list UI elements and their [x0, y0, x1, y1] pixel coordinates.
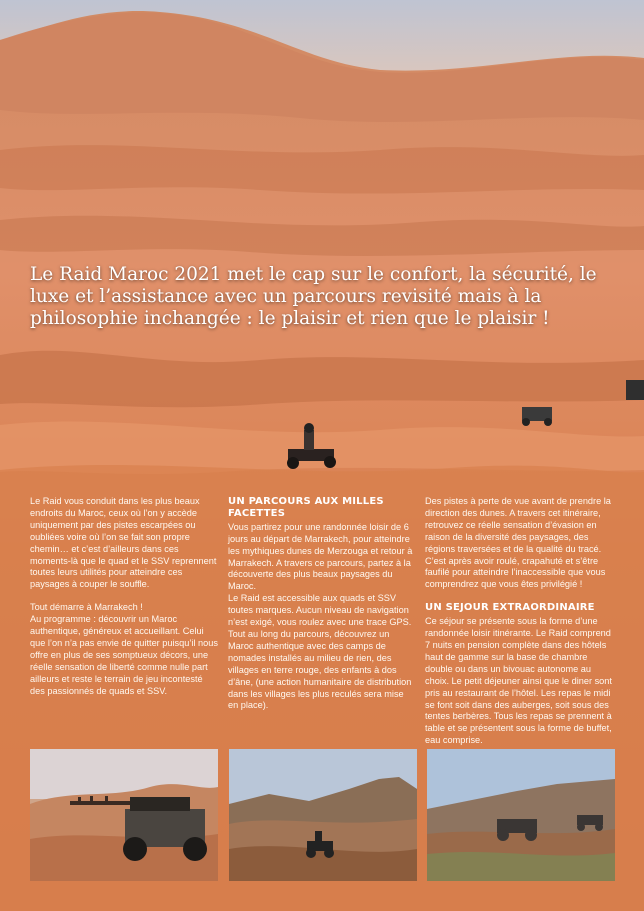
- col2-paragraph-2: Le Raid est accessible aux quads et SSV toutes marques. Aucun niveau de navigation n’est exigé, vous roulez avec une trace GPS.: [228, 593, 412, 628]
- col2-paragraph-1: Vous partirez pour une randonnée loisir de 6 jours au départ de Marrakech, pour atteindre les mythiques dunes de Merzouga et retour à Marrakech. A travers ce parcours, partez à la découverte des plus beaux paysages du Maroc.: [228, 521, 413, 592]
- col1-paragraph-2: Tout démarre à Marrakech !: [30, 602, 143, 613]
- ssv-dunes-caravan-photo: [30, 749, 218, 881]
- text-column-1: [30, 496, 218, 709]
- col3-paragraph-1: Des pistes à perte de vue avant de prendre la direction des dunes. A travers cet itinéraire, retrouvez ce réelle sensation d’évasion en raison de la diversité des paysages, des régions traversées et de la qualité du tracé. C’est après avoir roulé, crapahuté et s’être faufilé pour atteindre l’inaccessible que vous comprendrez que vous êtes privilégié !: [425, 496, 611, 590]
- text-column-2: [228, 496, 416, 723]
- text-column-3: [425, 496, 615, 758]
- headline: Le Raid Maroc 2021 met le cap sur le confort, la sécurité, le luxe et l’assistance avec un parcours revisité mais à la philosophie inchangée : le plaisir et rien que le plaisir !: [30, 264, 597, 329]
- col1-paragraph-1: Le Raid vous conduit dans les plus beaux endroits du Maroc, ceux où l’on y accède uniquement par des pistes escarpées ou oubliées voire où l’on se fait son propre chemin… et c’est d’ailleurs dans ces moments-là que le quad et le SSV reprennent toutes leurs utilités pour atteindre ces paysages à couper le souffle.: [30, 496, 217, 590]
- col1-paragraph-3: Au programme : découvrir un Maroc authentique, généreux et accueillant. Celui que l’on n’a pas envie de quitter puisqu’il nous offre en plus de ses somptueux décors, une réelle sensation de liberté comme nulle part ailleurs et reste le terrain de jeu incontesté des passionnés de quads et SSV.: [30, 614, 218, 696]
- section-heading-parcours: UN PARCOURS AUX MILLES FACETTES: [228, 496, 384, 519]
- ssv-rocky-valley-photo: [427, 749, 615, 881]
- quad-mountain-photo: [229, 749, 417, 881]
- section-heading-sejour: UN SEJOUR EXTRAORDINAIRE: [425, 602, 595, 614]
- col3-paragraph-2: Ce séjour se présente sous la forme d’une randonnée loisir itinérante. Le Raid comprend 7 nuits en pension complète dans des hôtels haut de gamme sur la base de chambre double ou dans un bivouac autonome au choix. Le petit déjeuner ainsi que le diner sont pris au restaurant de l’hôtel. Les repas le midi se font soit dans des auberges, soit sous des tentes berbères. Tous les repas se prennent à table et se présentent sous la forme de buffet, eau comprise.: [425, 616, 612, 746]
- col2-paragraph-3: Tout au long du parcours, découvrez un Maroc authentique avec des camps de nomades installés au milieu de rien, des villages en terre rouge, des enfants à dos d’âne, (une action humanitaire de distribution dans les villages les plus reculés sera mise en place).: [228, 628, 412, 711]
